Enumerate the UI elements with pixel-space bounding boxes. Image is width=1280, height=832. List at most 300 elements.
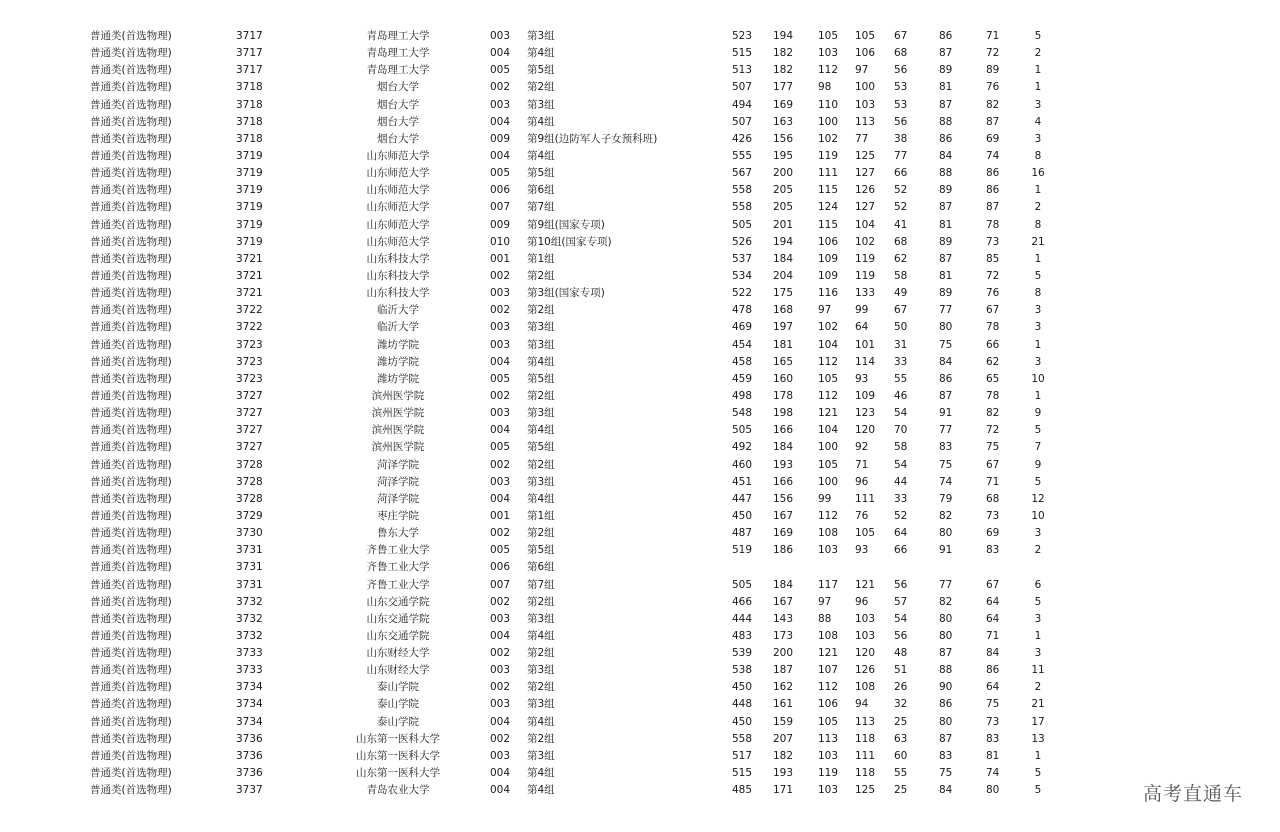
score-6-cell: 65 <box>986 372 1000 385</box>
score-1-cell: 156 <box>773 492 794 505</box>
group-code-cell: 004 <box>490 715 511 728</box>
score-4-cell: 68 <box>894 235 908 248</box>
total-score-cell: 450 <box>732 681 753 694</box>
table-row <box>0 679 1280 696</box>
category-cell: 普通类(首选物理) <box>90 475 172 488</box>
category-cell: 普通类(首选物理) <box>90 407 172 420</box>
school-name-cell: 山东师范大学 <box>366 184 430 197</box>
category-cell: 普通类(首选物理) <box>90 664 172 677</box>
score-5-cell: 84 <box>939 784 953 797</box>
category-cell: 普通类(首选物理) <box>90 30 172 42</box>
group-code-cell: 002 <box>490 269 511 282</box>
group-name-cell: 第4组 <box>527 115 555 128</box>
score-1-cell: 181 <box>773 338 794 351</box>
category-cell: 普通类(首选物理) <box>90 235 172 248</box>
score-4-cell: 77 <box>894 149 908 162</box>
school-name-cell: 枣庄学院 <box>377 509 419 522</box>
group-name-cell: 第5组 <box>527 441 555 454</box>
score-3-cell: 120 <box>855 424 876 437</box>
score-3-cell: 76 <box>855 509 869 522</box>
score-5-cell: 77 <box>939 578 953 591</box>
school-name-cell: 烟台大学 <box>377 115 419 128</box>
total-score-cell: 469 <box>732 321 753 334</box>
total-score-cell: 492 <box>732 441 753 454</box>
score-6-cell: 81 <box>986 749 1000 762</box>
score-2-cell: 121 <box>818 647 839 660</box>
score-1-cell: 205 <box>773 184 794 197</box>
school-name-cell: 齐鲁工业大学 <box>366 561 430 574</box>
score-4-cell: 49 <box>894 287 908 300</box>
score-4-cell: 56 <box>894 115 908 128</box>
total-score-cell: 519 <box>732 544 753 557</box>
score-1-cell: 161 <box>773 698 794 711</box>
score-2-cell: 100 <box>818 441 839 454</box>
table-row <box>0 285 1280 302</box>
score-3-cell: 127 <box>855 167 876 180</box>
score-1-cell: 193 <box>773 458 794 471</box>
score-1-cell: 169 <box>773 98 794 111</box>
count-cell: 11 <box>1031 664 1045 677</box>
total-score-cell: 539 <box>732 647 753 660</box>
table-row <box>0 559 1280 576</box>
count-cell: 5 <box>1034 475 1042 488</box>
group-code-cell: 003 <box>490 321 511 334</box>
score-4-cell: 67 <box>894 304 908 317</box>
count-cell: 1 <box>1034 64 1042 77</box>
score-3-cell: 96 <box>855 595 869 608</box>
score-1-cell: 163 <box>773 115 794 128</box>
group-code-cell: 003 <box>490 338 511 351</box>
score-6-cell: 67 <box>986 304 1000 317</box>
table-row <box>0 62 1280 79</box>
score-5-cell: 89 <box>939 64 953 77</box>
score-3-cell: 113 <box>855 115 876 128</box>
score-6-cell: 75 <box>986 441 1000 454</box>
group-code-cell: 005 <box>490 64 511 77</box>
count-cell: 6 <box>1034 578 1042 591</box>
school-name-cell: 山东第一医科大学 <box>356 767 440 780</box>
group-name-cell: 第3组 <box>527 749 555 762</box>
group-name-cell: 第3组 <box>527 475 555 488</box>
score-2-cell: 119 <box>818 149 839 162</box>
school-code-cell: 3722 <box>236 321 263 334</box>
score-3-cell: 113 <box>855 715 876 728</box>
count-cell: 4 <box>1034 115 1042 128</box>
table-row <box>0 302 1280 319</box>
count-cell: 3 <box>1034 647 1042 660</box>
score-5-cell: 75 <box>939 338 953 351</box>
category-cell: 普通类(首选物理) <box>90 647 172 660</box>
school-name-cell: 山东师范大学 <box>366 235 430 248</box>
school-code-cell: 3721 <box>236 269 263 282</box>
table-row <box>0 79 1280 96</box>
score-2-cell: 106 <box>818 235 839 248</box>
count-cell: 21 <box>1031 235 1045 248</box>
score-6-cell: 64 <box>986 612 1000 625</box>
category-cell: 普通类(首选物理) <box>90 698 172 711</box>
school-code-cell: 3732 <box>236 629 263 642</box>
score-1-cell: 162 <box>773 681 794 694</box>
score-3-cell: 103 <box>855 98 876 111</box>
group-name-cell: 第1组 <box>527 509 555 522</box>
score-1-cell: 200 <box>773 167 794 180</box>
table-row <box>0 114 1280 131</box>
score-4-cell: 66 <box>894 544 908 557</box>
score-2-cell: 104 <box>818 338 839 351</box>
score-4-cell: 38 <box>894 132 908 145</box>
score-1-cell: 194 <box>773 30 794 42</box>
score-6-cell: 68 <box>986 492 1000 505</box>
table-row <box>0 731 1280 748</box>
score-3-cell: 108 <box>855 681 876 694</box>
score-4-cell: 68 <box>894 47 908 60</box>
table-row <box>0 45 1280 62</box>
school-name-cell: 山东财经大学 <box>366 664 430 677</box>
count-cell: 17 <box>1031 715 1045 728</box>
group-name-cell: 第4组 <box>527 715 555 728</box>
total-score-cell: 537 <box>732 252 753 265</box>
group-code-cell: 003 <box>490 475 511 488</box>
group-code-cell: 004 <box>490 355 511 368</box>
score-3-cell: 120 <box>855 647 876 660</box>
total-score-cell: 505 <box>732 424 753 437</box>
group-name-cell: 第2组 <box>527 681 555 694</box>
score-2-cell: 115 <box>818 218 839 231</box>
count-cell: 7 <box>1034 441 1042 454</box>
score-1-cell: 171 <box>773 784 794 797</box>
score-6-cell: 64 <box>986 681 1000 694</box>
score-2-cell: 116 <box>818 287 839 300</box>
school-code-cell: 3736 <box>236 732 263 745</box>
school-name-cell: 潍坊学院 <box>377 355 419 368</box>
category-cell: 普通类(首选物理) <box>90 681 172 694</box>
category-cell: 普通类(首选物理) <box>90 509 172 522</box>
table-row <box>0 337 1280 354</box>
group-code-cell: 004 <box>490 492 511 505</box>
total-score-cell: 534 <box>732 269 753 282</box>
count-cell: 1 <box>1034 338 1042 351</box>
school-name-cell: 滨州医学院 <box>371 407 425 420</box>
score-6-cell: 85 <box>986 252 1000 265</box>
school-name-cell: 青岛理工大学 <box>366 30 430 42</box>
score-1-cell: 204 <box>773 269 794 282</box>
group-name-cell: 第4组 <box>527 424 555 437</box>
school-code-cell: 3719 <box>236 167 263 180</box>
score-2-cell: 99 <box>818 492 832 505</box>
group-code-cell: 005 <box>490 441 511 454</box>
score-2-cell: 112 <box>818 64 839 77</box>
score-4-cell: 64 <box>894 527 908 540</box>
school-name-cell: 山东师范大学 <box>366 218 430 231</box>
school-code-cell: 3723 <box>236 372 263 385</box>
group-code-cell: 004 <box>490 629 511 642</box>
group-code-cell: 003 <box>490 612 511 625</box>
table-row <box>0 474 1280 491</box>
group-name-cell: 第10组(国家专项) <box>527 235 612 248</box>
table-row <box>0 439 1280 456</box>
score-6-cell: 87 <box>986 115 1000 128</box>
score-3-cell: 94 <box>855 698 869 711</box>
score-5-cell: 87 <box>939 389 953 402</box>
score-5-cell: 84 <box>939 355 953 368</box>
score-1-cell: 194 <box>773 235 794 248</box>
table-row <box>0 525 1280 542</box>
group-name-cell: 第2组 <box>527 304 555 317</box>
score-3-cell: 93 <box>855 544 869 557</box>
score-2-cell: 108 <box>818 527 839 540</box>
category-cell: 普通类(首选物理) <box>90 492 172 505</box>
score-2-cell: 103 <box>818 749 839 762</box>
score-3-cell: 126 <box>855 664 876 677</box>
score-2-cell: 111 <box>818 167 839 180</box>
group-code-cell: 004 <box>490 784 511 797</box>
score-6-cell: 73 <box>986 235 1000 248</box>
school-code-cell: 3728 <box>236 458 263 471</box>
group-name-cell: 第2组 <box>527 81 555 94</box>
score-3-cell: 105 <box>855 30 876 42</box>
category-cell: 普通类(首选物理) <box>90 184 172 197</box>
score-3-cell: 101 <box>855 338 876 351</box>
score-3-cell: 119 <box>855 252 876 265</box>
total-score-cell: 515 <box>732 767 753 780</box>
table-row <box>0 131 1280 148</box>
score-2-cell: 113 <box>818 732 839 745</box>
school-code-cell: 3728 <box>236 475 263 488</box>
score-1-cell: 182 <box>773 64 794 77</box>
school-code-cell: 3729 <box>236 509 263 522</box>
count-cell: 1 <box>1034 749 1042 762</box>
category-cell: 普通类(首选物理) <box>90 578 172 591</box>
total-score-cell: 478 <box>732 304 753 317</box>
score-4-cell: 41 <box>894 218 908 231</box>
table-row <box>0 148 1280 165</box>
total-score-cell: 451 <box>732 475 753 488</box>
total-score-cell: 515 <box>732 47 753 60</box>
group-name-cell: 第2组 <box>527 595 555 608</box>
score-3-cell: 133 <box>855 287 876 300</box>
score-3-cell: 96 <box>855 475 869 488</box>
score-2-cell: 119 <box>818 767 839 780</box>
score-5-cell: 80 <box>939 527 953 540</box>
school-name-cell: 山东科技大学 <box>366 287 430 300</box>
score-4-cell: 57 <box>894 595 908 608</box>
school-code-cell: 3719 <box>236 149 263 162</box>
category-cell: 普通类(首选物理) <box>90 732 172 745</box>
school-code-cell: 3727 <box>236 389 263 402</box>
group-name-cell: 第9组(国家专项) <box>527 218 605 231</box>
count-cell: 3 <box>1034 355 1042 368</box>
score-4-cell: 60 <box>894 749 908 762</box>
school-name-cell: 山东师范大学 <box>366 201 430 214</box>
score-3-cell: 97 <box>855 64 869 77</box>
score-4-cell: 48 <box>894 647 908 660</box>
group-name-cell: 第2组 <box>527 389 555 402</box>
score-4-cell: 54 <box>894 407 908 420</box>
group-code-cell: 004 <box>490 115 511 128</box>
group-code-cell: 004 <box>490 47 511 60</box>
school-name-cell: 山东第一医科大学 <box>356 749 440 762</box>
school-code-cell: 3718 <box>236 132 263 145</box>
group-name-cell: 第4组 <box>527 355 555 368</box>
score-5-cell: 77 <box>939 424 953 437</box>
count-cell: 2 <box>1034 681 1042 694</box>
total-score-cell: 526 <box>732 235 753 248</box>
category-cell: 普通类(首选物理) <box>90 321 172 334</box>
group-code-cell: 003 <box>490 98 511 111</box>
school-name-cell: 潍坊学院 <box>377 338 419 351</box>
score-6-cell: 71 <box>986 475 1000 488</box>
group-name-cell: 第2组 <box>527 458 555 471</box>
score-5-cell: 86 <box>939 30 953 42</box>
total-score-cell: 448 <box>732 698 753 711</box>
score-6-cell: 83 <box>986 732 1000 745</box>
school-code-cell: 3717 <box>236 64 263 77</box>
school-name-cell: 山东科技大学 <box>366 252 430 265</box>
score-4-cell: 63 <box>894 732 908 745</box>
table-row <box>0 217 1280 234</box>
group-name-cell: 第4组 <box>527 767 555 780</box>
score-5-cell: 79 <box>939 492 953 505</box>
count-cell: 1 <box>1034 389 1042 402</box>
group-code-cell: 007 <box>490 578 511 591</box>
school-name-cell: 山东师范大学 <box>366 167 430 180</box>
group-code-cell: 002 <box>490 389 511 402</box>
group-code-cell: 003 <box>490 698 511 711</box>
score-4-cell: 50 <box>894 321 908 334</box>
score-5-cell: 91 <box>939 407 953 420</box>
count-cell: 13 <box>1031 732 1045 745</box>
total-score-cell: 454 <box>732 338 753 351</box>
table-row <box>0 251 1280 268</box>
score-6-cell: 76 <box>986 81 1000 94</box>
score-2-cell: 97 <box>818 304 832 317</box>
group-code-cell: 005 <box>490 544 511 557</box>
table-row <box>0 165 1280 182</box>
group-code-cell: 006 <box>490 561 511 574</box>
school-name-cell: 山东交通学院 <box>366 629 430 642</box>
score-1-cell: 175 <box>773 287 794 300</box>
score-4-cell: 51 <box>894 664 908 677</box>
group-code-cell: 003 <box>490 407 511 420</box>
score-2-cell: 109 <box>818 269 839 282</box>
school-code-cell: 3733 <box>236 664 263 677</box>
school-code-cell: 3718 <box>236 98 263 111</box>
score-3-cell: 119 <box>855 269 876 282</box>
score-2-cell: 112 <box>818 355 839 368</box>
school-name-cell: 滨州医学院 <box>371 441 425 454</box>
score-2-cell: 112 <box>818 681 839 694</box>
score-5-cell: 81 <box>939 218 953 231</box>
group-code-cell: 002 <box>490 81 511 94</box>
school-code-cell: 3734 <box>236 681 263 694</box>
total-score-cell: 567 <box>732 167 753 180</box>
table-row <box>0 594 1280 611</box>
table-row <box>0 645 1280 662</box>
group-name-cell: 第3组 <box>527 612 555 625</box>
school-code-cell: 3719 <box>236 235 263 248</box>
table-row <box>0 405 1280 422</box>
score-3-cell: 127 <box>855 201 876 214</box>
score-6-cell: 67 <box>986 578 1000 591</box>
school-code-cell: 3723 <box>236 338 263 351</box>
score-5-cell: 86 <box>939 372 953 385</box>
score-4-cell: 54 <box>894 458 908 471</box>
score-6-cell: 75 <box>986 698 1000 711</box>
category-cell: 普通类(首选物理) <box>90 389 172 402</box>
school-code-cell: 3733 <box>236 647 263 660</box>
group-name-cell: 第5组 <box>527 372 555 385</box>
score-1-cell: 143 <box>773 612 794 625</box>
total-score-cell: 558 <box>732 732 753 745</box>
total-score-cell: 548 <box>732 407 753 420</box>
group-code-cell: 002 <box>490 732 511 745</box>
score-5-cell: 75 <box>939 458 953 471</box>
score-5-cell: 88 <box>939 115 953 128</box>
count-cell: 2 <box>1034 201 1042 214</box>
score-5-cell: 83 <box>939 749 953 762</box>
school-code-cell: 3737 <box>236 784 263 797</box>
score-5-cell: 80 <box>939 629 953 642</box>
count-cell: 3 <box>1034 527 1042 540</box>
score-4-cell: 56 <box>894 64 908 77</box>
score-3-cell: 93 <box>855 372 869 385</box>
group-code-cell: 002 <box>490 304 511 317</box>
score-6-cell: 82 <box>986 407 1000 420</box>
school-code-cell: 3728 <box>236 492 263 505</box>
score-1-cell: 201 <box>773 218 794 231</box>
score-1-cell: 184 <box>773 441 794 454</box>
count-cell: 1 <box>1034 252 1042 265</box>
score-5-cell: 86 <box>939 698 953 711</box>
score-6-cell: 78 <box>986 321 1000 334</box>
score-5-cell: 87 <box>939 732 953 745</box>
school-code-cell: 3723 <box>236 355 263 368</box>
score-3-cell: 71 <box>855 458 869 471</box>
score-5-cell: 75 <box>939 767 953 780</box>
school-code-cell: 3721 <box>236 287 263 300</box>
school-code-cell: 3736 <box>236 749 263 762</box>
score-2-cell: 109 <box>818 252 839 265</box>
score-6-cell: 72 <box>986 424 1000 437</box>
group-name-cell: 第3组 <box>527 98 555 111</box>
score-6-cell: 84 <box>986 647 1000 660</box>
total-score-cell: 498 <box>732 389 753 402</box>
group-code-cell: 002 <box>490 681 511 694</box>
school-code-cell: 3717 <box>236 47 263 60</box>
count-cell: 5 <box>1034 30 1042 42</box>
category-cell: 普通类(首选物理) <box>90 784 172 797</box>
score-4-cell: 55 <box>894 372 908 385</box>
score-1-cell: 165 <box>773 355 794 368</box>
total-score-cell: 483 <box>732 629 753 642</box>
score-1-cell: 193 <box>773 767 794 780</box>
school-name-cell: 滨州医学院 <box>371 424 425 437</box>
category-cell: 普通类(首选物理) <box>90 149 172 162</box>
group-code-cell: 003 <box>490 749 511 762</box>
school-code-cell: 3732 <box>236 595 263 608</box>
school-name-cell: 泰山学院 <box>377 715 419 728</box>
score-2-cell: 100 <box>818 115 839 128</box>
table-row <box>0 696 1280 713</box>
category-cell: 普通类(首选物理) <box>90 612 172 625</box>
score-4-cell: 53 <box>894 81 908 94</box>
category-cell: 普通类(首选物理) <box>90 218 172 231</box>
group-name-cell: 第2组 <box>527 647 555 660</box>
score-6-cell: 71 <box>986 629 1000 642</box>
score-6-cell: 71 <box>986 30 1000 42</box>
score-4-cell: 33 <box>894 355 908 368</box>
watermark: 高考直通车 <box>1143 783 1244 805</box>
